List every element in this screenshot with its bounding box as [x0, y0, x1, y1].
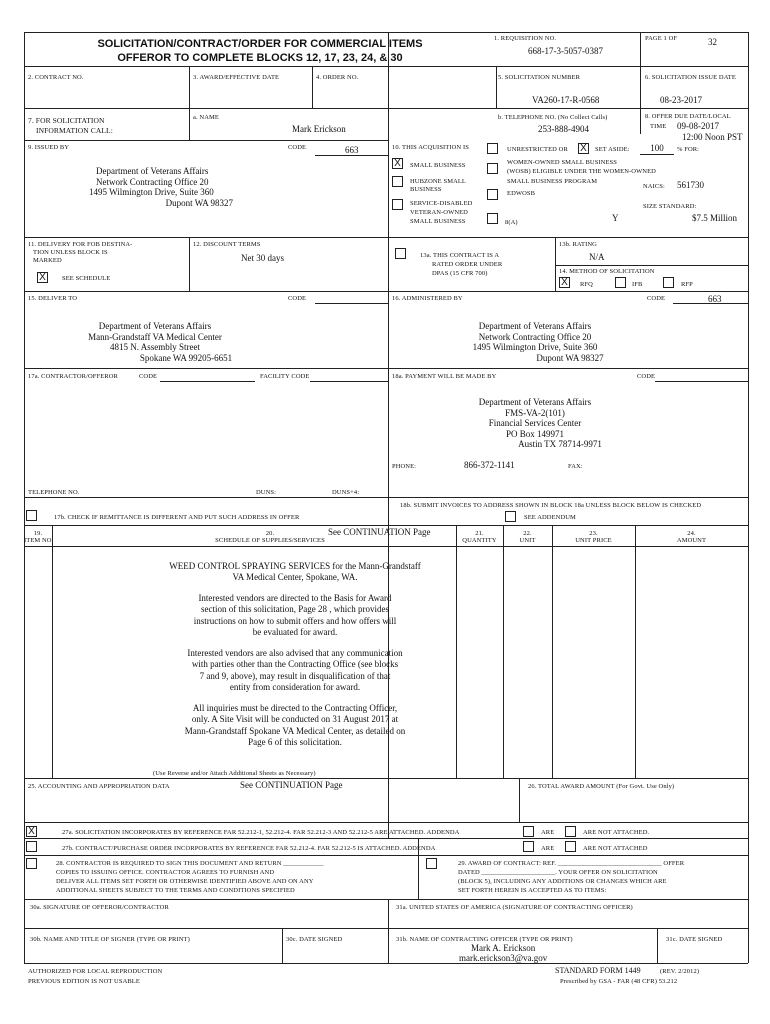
rated-order-checkbox[interactable]: [395, 248, 406, 259]
percent-for-label: % FOR:: [677, 146, 700, 153]
rule: [24, 855, 748, 856]
rule: [24, 546, 748, 547]
col-title: UNIT: [519, 537, 536, 544]
address-line: Dupont WA 98327: [165, 197, 233, 208]
col-number: 19.: [33, 530, 43, 537]
wosb-checkbox[interactable]: [487, 163, 498, 174]
rule: [503, 525, 504, 778]
rule: [24, 838, 748, 839]
schedule-paragraph-1: [140, 593, 450, 638]
contractor-code-label: CODE: [139, 373, 158, 380]
rule: [24, 368, 748, 369]
rule: [555, 237, 556, 291]
8a-checkbox[interactable]: [487, 213, 498, 224]
wosb-label: WOMEN-OWNED SMALL BUSINESS: [507, 159, 617, 166]
rule: [312, 66, 313, 108]
requisition-label: 1. REQUISITION NO.: [494, 35, 557, 42]
col-unit-price: [552, 530, 635, 544]
para-line: section of this solicitation, Page 28 , which provides: [201, 604, 389, 615]
27b-are-label: ARE: [541, 845, 555, 852]
issued-by-address: [60, 166, 233, 208]
sdvosb-checkbox[interactable]: [392, 199, 403, 210]
para-line: 7 and 9, above), may result in disqualification of that: [199, 670, 391, 681]
delivery-fob-label: MARKED: [33, 257, 62, 264]
solicitation-no-label: 5. SOLICITATION NUMBER: [498, 74, 581, 81]
rule: [24, 291, 748, 292]
address-line: Dupont WA 98327: [536, 352, 604, 363]
col-number: 22.: [523, 530, 532, 537]
rating-value[interactable]: N/A: [589, 252, 605, 262]
col-number: 21.: [475, 530, 484, 537]
hubzone-label: BUSINESS: [410, 186, 442, 193]
heading-line: WEED CONTROL SPRAYING SERVICES for the Mann-Grandstaff: [169, 561, 421, 571]
address-line: Spokane WA 99205-6651: [139, 352, 233, 363]
27a-are-checkbox[interactable]: [523, 826, 534, 837]
rated-order-label: RATED ORDER UNDER: [432, 261, 503, 268]
rule: [519, 778, 520, 822]
requisition-value[interactable]: 668-17-3-5057-0387: [528, 46, 603, 56]
sdvosb-label: SERVICE-DISABLED: [410, 200, 473, 207]
size-standard-value[interactable]: $7.5 Million: [692, 213, 738, 223]
submit-invoices-label: 18b. SUBMIT INVOICES TO ADDRESS SHOWN IN BLOCK 18a UNLESS BLOCK BELOW IS CHECKED: [400, 502, 702, 509]
offer-due-label: 8. OFFER DUE DATE/LOCAL: [645, 113, 731, 120]
27a-are-label: ARE: [541, 829, 555, 836]
para-line: be evaluated for award.: [252, 626, 338, 637]
rfq-checkbox[interactable]: X: [559, 277, 570, 288]
para-line: Interested vendors are directed to the Basis for Award: [198, 593, 392, 603]
offeror-date-label: 30c. DATE SIGNED: [286, 936, 343, 943]
discount-terms-value[interactable]: Net 30 days: [241, 253, 284, 263]
form-right-border: [748, 32, 749, 963]
8a-value[interactable]: Y: [612, 213, 619, 223]
col-title: QUANTITY: [462, 537, 497, 544]
small-business-checkbox[interactable]: X: [392, 158, 403, 169]
footer-rev: (REV. 2/2012): [660, 968, 700, 975]
unrestricted-checkbox[interactable]: [487, 143, 498, 154]
text-line: SET FORTH HEREIN IS ACCEPTED AS TO ITEMS:: [458, 887, 607, 894]
ifb-checkbox[interactable]: [615, 277, 626, 288]
sdvosb-label: VETERAN-OWNED: [410, 209, 468, 216]
27b-checkbox[interactable]: [26, 841, 37, 852]
name-label: a. NAME: [193, 114, 219, 121]
29-checkbox[interactable]: [426, 858, 437, 869]
27b-are-checkbox[interactable]: [523, 841, 534, 852]
rule: [24, 140, 388, 141]
rule: [388, 899, 389, 963]
col-unit: [503, 530, 552, 544]
co-signature-label: 31a. UNITED STATES OF AMERICA (SIGNATURE OF CONTRACTING OFFICER): [396, 904, 633, 911]
form-bottom-border: [24, 963, 748, 964]
address-line: Network Contracting Office 20: [478, 331, 592, 342]
rule: [673, 303, 748, 304]
27b-are-not-checkbox[interactable]: [565, 841, 576, 852]
rule: [24, 822, 748, 823]
offeror-signature-label: 30a. SIGNATURE OF OFFEROR/CONTRACTOR: [30, 904, 169, 911]
for-solicitation-label: 7. FOR SOLICITATION: [28, 116, 105, 125]
form-title-line2: OFFEROR TO COMPLETE BLOCKS 12, 17, 23, 24, & 30: [117, 52, 403, 64]
rule: [52, 525, 53, 778]
see-addendum-label: SEE ADDENDUM: [524, 514, 576, 521]
rfp-label: RFP: [681, 281, 693, 288]
footer-form: STANDARD FORM 1449: [555, 966, 641, 975]
rule: [655, 381, 748, 382]
text-line: ADDITIONAL SHEETS SUBJECT TO THE TERMS AND CONDITIONS SPECIFIED: [56, 887, 295, 894]
schedule-heading: [140, 561, 450, 584]
issued-by-code-label: CODE: [288, 144, 307, 151]
rule: [315, 303, 388, 304]
administered-by-address: [420, 321, 650, 363]
rule: [555, 265, 748, 266]
col-number: 24.: [687, 530, 696, 537]
27b-are-not-label: ARE NOT ATTACHED: [583, 845, 648, 852]
phone-value[interactable]: 866-372-1141: [464, 460, 515, 470]
ifb-label: IFB: [632, 281, 643, 288]
size-standard-label: SIZE STANDARD:: [643, 203, 697, 210]
28-checkbox[interactable]: [26, 858, 37, 869]
schedule-paragraph-2: [140, 648, 450, 693]
wosb-label: (WOSB) ELIGIBLE UNDER THE WOMEN-OWNED: [507, 168, 656, 175]
27a-text: 27a. SOLICITATION INCORPORATES BY REFERENCE FAR 52.212-1, 52.212-4. FAR 52.212-3 AND 52.212-5 ARE ATTACHED. ADDENDA: [62, 829, 460, 836]
text-line: 29. AWARD OF CONTRACT: REF. _______________________________ OFFER: [458, 860, 685, 867]
administered-code-label: CODE: [647, 295, 666, 302]
set-aside-percent[interactable]: 100: [650, 143, 664, 153]
footer-prescribed: Prescribed by GSA - FAR (48 CFR) 53.212: [560, 978, 678, 985]
rule: [24, 928, 748, 929]
text-line: COPIES TO ISSUING OFFICE. CONTRACTOR AGREES TO FURNISH AND: [56, 869, 275, 876]
payment-by-label: 18a. PAYMENT WILL BE MADE BY: [392, 373, 497, 380]
continuation-link[interactable]: See CONTINUATION Page: [328, 527, 431, 537]
acquisition-label: 10. THIS ACQUISITION IS: [392, 144, 469, 151]
text-line: 28. CONTRACTOR IS REQUIRED TO SIGN THIS DOCUMENT AND RETURN ____________: [56, 860, 324, 867]
facility-code-label: FACILITY CODE: [260, 373, 310, 380]
rule: [24, 899, 748, 900]
info-call-label: INFORMATION CALL:: [36, 126, 113, 135]
8a-label: 8(A): [505, 219, 518, 226]
delivery-fob-label: TION UNLESS BLOCK IS: [33, 249, 108, 256]
deliver-to-address: [40, 321, 270, 363]
27a-checkbox[interactable]: X: [26, 826, 37, 837]
col-title: AMOUNT: [676, 537, 707, 544]
col-item-no: [24, 530, 52, 544]
rule: [310, 381, 388, 382]
remittance-checkbox[interactable]: [26, 510, 37, 521]
para-line: instructions on how to submit offers and how offers will: [193, 615, 397, 626]
see-schedule-label: SEE SCHEDULE: [62, 275, 111, 282]
address-line: Department of Veterans Affairs: [478, 397, 592, 407]
rule: [24, 525, 748, 526]
offer-due-date[interactable]: 09-08-2017: [677, 121, 719, 131]
co-email-value[interactable]: mark.erickson3@va.gov: [459, 953, 548, 963]
payment-address: [420, 397, 650, 450]
27a-are-not-checkbox[interactable]: [565, 826, 576, 837]
form-title-line1: SOLICITATION/CONTRACT/ORDER FOR COMMERCIAL ITEMS: [97, 38, 423, 50]
col-title: UNIT PRICE: [575, 537, 612, 544]
text-line: DATED ______________________. YOUR OFFER ON SOLICITATION: [458, 869, 658, 876]
total-award-label: 26. TOTAL AWARD AMOUNT (For Govt. Use Only): [528, 783, 675, 790]
co-date-label: 31c. DATE SIGNED: [666, 936, 723, 943]
wosb-label: SMALL BUSINESS PROGRAM: [507, 178, 598, 185]
contact-name[interactable]: Mark Erickson: [292, 124, 346, 134]
delivery-fob-label: 11. DELIVERY FOR FOB DESTINA-: [28, 241, 133, 248]
rule: [282, 928, 283, 963]
award-date-label: 3. AWARD/EFFECTIVE DATE: [193, 74, 280, 81]
solicitation-no-value[interactable]: VA260-17-R-0568: [532, 95, 600, 105]
rule: [657, 928, 658, 963]
edwosb-checkbox[interactable]: [487, 189, 498, 200]
address-line: 1495 Wilmington Drive, Suite 360: [472, 342, 598, 352]
sdvosb-label: SMALL BUSINESS: [410, 218, 466, 225]
deliver-to-code-label: CODE: [288, 295, 307, 302]
col-title: SCHEDULE OF SUPPLIES/SERVICES: [215, 537, 325, 544]
rule: [388, 497, 748, 498]
para-line: All inquiries must be directed to the Contracting Officer,: [192, 703, 398, 713]
block28-text: [56, 859, 324, 895]
rfq-label: RFQ: [580, 281, 593, 288]
col-title: ITEM NO.: [24, 537, 54, 544]
rule: [24, 237, 748, 238]
address-line: Austin TX 78714-9971: [518, 439, 602, 449]
rule: [552, 525, 553, 778]
duns4-label: DUNS+4:: [332, 489, 360, 496]
page-label: PAGE 1 OF: [645, 35, 678, 42]
text-line: DELIVER ALL ITEMS SET FORTH OR OTHERWISE IDENTIFIED ABOVE AND ON ANY: [56, 878, 314, 885]
issued-by-label: 9. ISSUED BY: [28, 144, 70, 151]
issue-date-value[interactable]: 08-23-2017: [660, 95, 702, 105]
telephone-value[interactable]: 253-888-4904: [538, 124, 589, 134]
administered-by-label: 16. ADMINISTERED BY: [392, 295, 463, 302]
signer-name-label: 30b. NAME AND TITLE OF SIGNER (TYPE OR PRINT): [30, 936, 190, 943]
rule: [160, 381, 255, 382]
27a-are-not-label: ARE NOT ATTACHED.: [583, 829, 650, 836]
edwosb-label: EDWOSB: [507, 190, 536, 197]
reverse-note: (Use Reverse and/or Attach Additional Sheets as Necessary): [153, 770, 316, 777]
address-line: Financial Services Center: [488, 418, 582, 428]
rule: [640, 32, 641, 134]
naics-value[interactable]: 561730: [677, 180, 704, 190]
address-line: PO Box 149971: [505, 428, 564, 439]
contractor-label: 17a. CONTRACTOR/OFFEROR: [28, 373, 118, 380]
footer-auth: AUTHORIZED FOR LOCAL REPRODUCTION: [28, 968, 163, 975]
co-name-label: 31b. NAME OF CONTRACTING OFFICER (TYPE OR PRINT): [396, 936, 573, 943]
address-line: Department of Veterans Affairs: [478, 321, 592, 331]
set-aside-label: SET ASIDE:: [595, 146, 630, 153]
remittance-label: 17b. CHECK IF REMITTANCE IS DIFFERENT AND PUT SUCH ADDRESS IN OFFER: [54, 514, 300, 521]
schedule-paragraph-3: [140, 703, 450, 748]
issue-date-label: 6. SOLICITATION ISSUE DATE: [645, 74, 736, 81]
rule: [24, 778, 748, 779]
heading-line: VA Medical Center, Spokane, WA.: [232, 572, 358, 583]
naics-label: NAICS:: [643, 183, 665, 190]
para-line: with parties other than the Contracting Office (see blocks: [191, 659, 399, 670]
phone-label: PHONE:: [392, 463, 417, 470]
para-line: Interested vendors are also advised that any communication: [187, 648, 403, 658]
text-line: (BLOCK 5), INCLUDING ANY ADDITIONS OR CHANGES WHICH ARE: [458, 878, 667, 885]
rule: [456, 525, 457, 778]
rule: [635, 525, 636, 778]
address-line: Mann-Grandstaff VA Medical Center: [88, 331, 222, 342]
telephone-label: b. TELEPHONE NO. (No Collect Calls): [498, 114, 608, 121]
small-business-label: SMALL BUSINESS: [410, 162, 466, 169]
col-quantity: [456, 530, 503, 544]
para-line: only. A Site Visit will be conducted on 31 August 2017 at: [191, 714, 399, 725]
block29-text: [458, 859, 684, 895]
para-line: Mann-Grandstaff Spokane VA Medical Center, as detailed on: [184, 725, 406, 736]
rated-order-label: 13a. THIS CONTRACT IS A: [420, 252, 500, 259]
address-line: Department of Veterans Affairs: [98, 321, 212, 331]
27b-text: 27b. CONTRACT/PURCHASE ORDER INCORPORATES BY REFERENCE FAR 52.212-4. FAR 52.212-5 IS ATTACHED. ADDENDA: [62, 845, 436, 852]
rule: [496, 66, 497, 108]
rated-order-label: DPAS (15 CFR 700): [432, 270, 488, 277]
contract-no-label: 2. CONTRACT NO.: [28, 74, 84, 81]
hubzone-label: HUBZONE SMALL: [410, 178, 467, 185]
fax-label: FAX:: [568, 463, 583, 470]
unrestricted-label: UNRESTRICTED OR: [507, 146, 568, 153]
duns-label: DUNS:: [256, 489, 277, 496]
accounting-value[interactable]: See CONTINUATION Page: [240, 780, 343, 790]
rule: [189, 66, 190, 140]
rule: [315, 155, 388, 156]
para-line: Page 6 of this solicitation.: [248, 736, 342, 747]
address-line: 4815 N. Assembly Street: [110, 342, 200, 352]
co-name-value[interactable]: Mark A. Erickson: [471, 943, 536, 953]
offer-due-time[interactable]: 12:00 Noon PST: [682, 132, 743, 142]
telephone-no-label: TELEPHONE NO.: [28, 489, 80, 496]
administered-code[interactable]: 663: [708, 294, 722, 304]
hubzone-checkbox[interactable]: [392, 176, 403, 187]
rating-label: 13b. RATING: [559, 241, 597, 248]
discount-terms-label: 12. DISCOUNT TERMS: [193, 241, 261, 248]
time-label: TIME: [650, 123, 667, 130]
rfp-checkbox[interactable]: [663, 277, 674, 288]
rule: [24, 497, 388, 498]
deliver-to-label: 15. DELIVER TO: [28, 295, 78, 302]
address-line: FMS-VA-2(101): [505, 407, 565, 418]
see-schedule-checkbox[interactable]: X: [37, 272, 48, 283]
accounting-label: 25. ACCOUNTING AND APPROPRIATION DATA: [28, 783, 170, 790]
address-line: Network Contracting Office 20: [96, 176, 209, 187]
para-line: entity from consideration for award.: [229, 681, 361, 692]
col-amount: [635, 530, 748, 544]
col-number: 20.: [265, 530, 275, 537]
address-line: 1495 Wilmington Drive, Suite 360: [89, 187, 214, 197]
set-aside-checkbox[interactable]: X: [578, 143, 589, 154]
footer-prev: PREVIOUS EDITION IS NOT USABLE: [28, 978, 140, 985]
page-total: 32: [708, 37, 717, 47]
rule: [189, 237, 190, 291]
col-number: 23.: [589, 530, 598, 537]
rule: [640, 154, 674, 155]
issued-by-code[interactable]: 663: [345, 145, 359, 155]
order-no-label: 4. ORDER NO.: [316, 74, 359, 81]
method-label: 14. METHOD OF SOLICITATION: [559, 268, 655, 275]
payment-code-label: CODE: [637, 373, 656, 380]
address-line: Department of Veterans Affairs: [96, 166, 209, 176]
see-addendum-checkbox[interactable]: [505, 511, 516, 522]
